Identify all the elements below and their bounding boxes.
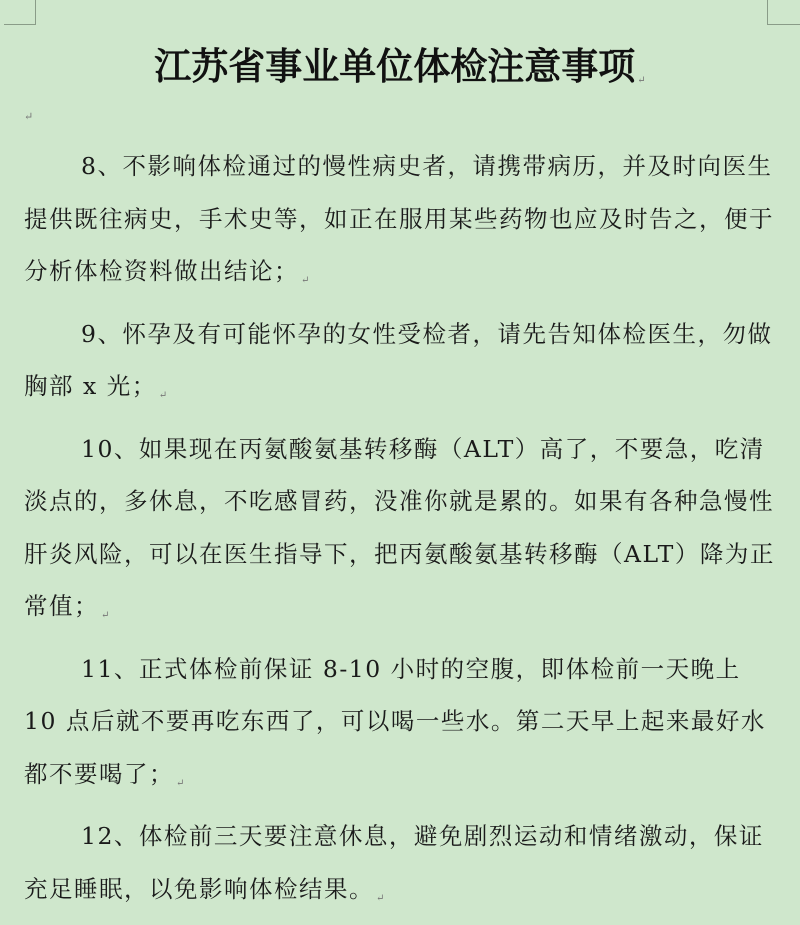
document-title-text: 江苏省事业单位体检注意事项: [154, 44, 636, 88]
paragraph-item-8: [24, 140, 776, 308]
paragraph-mark-icon: ↵: [376, 892, 386, 904]
paragraph-mark-icon: ↵: [637, 75, 646, 86]
paragraph-mark-icon: ↵: [158, 390, 169, 401]
crop-mark-top-left: [4, 0, 36, 25]
paragraph-mark-icon: ↵: [101, 610, 111, 621]
empty-paragraph-mark-icon: ↵: [24, 110, 34, 123]
paragraph-item-11: [24, 643, 776, 811]
paragraph-text: 12、体检前三天要注意休息，避免剧烈运动和情绪激动，保证充足睡眠，以免影响体检结果。: [24, 822, 764, 903]
paragraph-text: 11、正式体检前保证 8-10 小时的空腹，即体检前一天晚上 10 点后就不要再吃东西了，可以喝一些水。第二天早上起来最好水都不要喝了；: [24, 654, 766, 788]
document-body: [24, 140, 776, 925]
paragraph-text: 9、怀孕及有可能怀孕的女性受检者，请先告知体检医生，勿做胸部 x 光；: [24, 319, 773, 400]
paragraph-mark-icon: ↵: [301, 275, 311, 286]
document-title: [0, 36, 800, 90]
paragraph-text: 10、如果现在丙氨酸氨基转移酶（ALT）高了，不要急，吃清淡点的，多休息，不吃感冒药，没准你就是累的。如果有各种急慢性肝炎风险，可以在医生指导下，把丙氨酸氨基转移酶（ALT）降为正常值；: [24, 434, 775, 620]
crop-mark-top-right: [767, 0, 800, 25]
paragraph-mark-icon: ↵: [176, 777, 186, 789]
paragraph-item-9: [24, 308, 776, 423]
paragraph-item-10: [24, 423, 776, 643]
paragraph-text: 8、不影响体检通过的慢性病史者，请携带病历，并及时向医生提供既往病史，手术史等，如正在服用某些药物也应及时告之，便于分析体检资料做出结论；: [24, 152, 774, 285]
